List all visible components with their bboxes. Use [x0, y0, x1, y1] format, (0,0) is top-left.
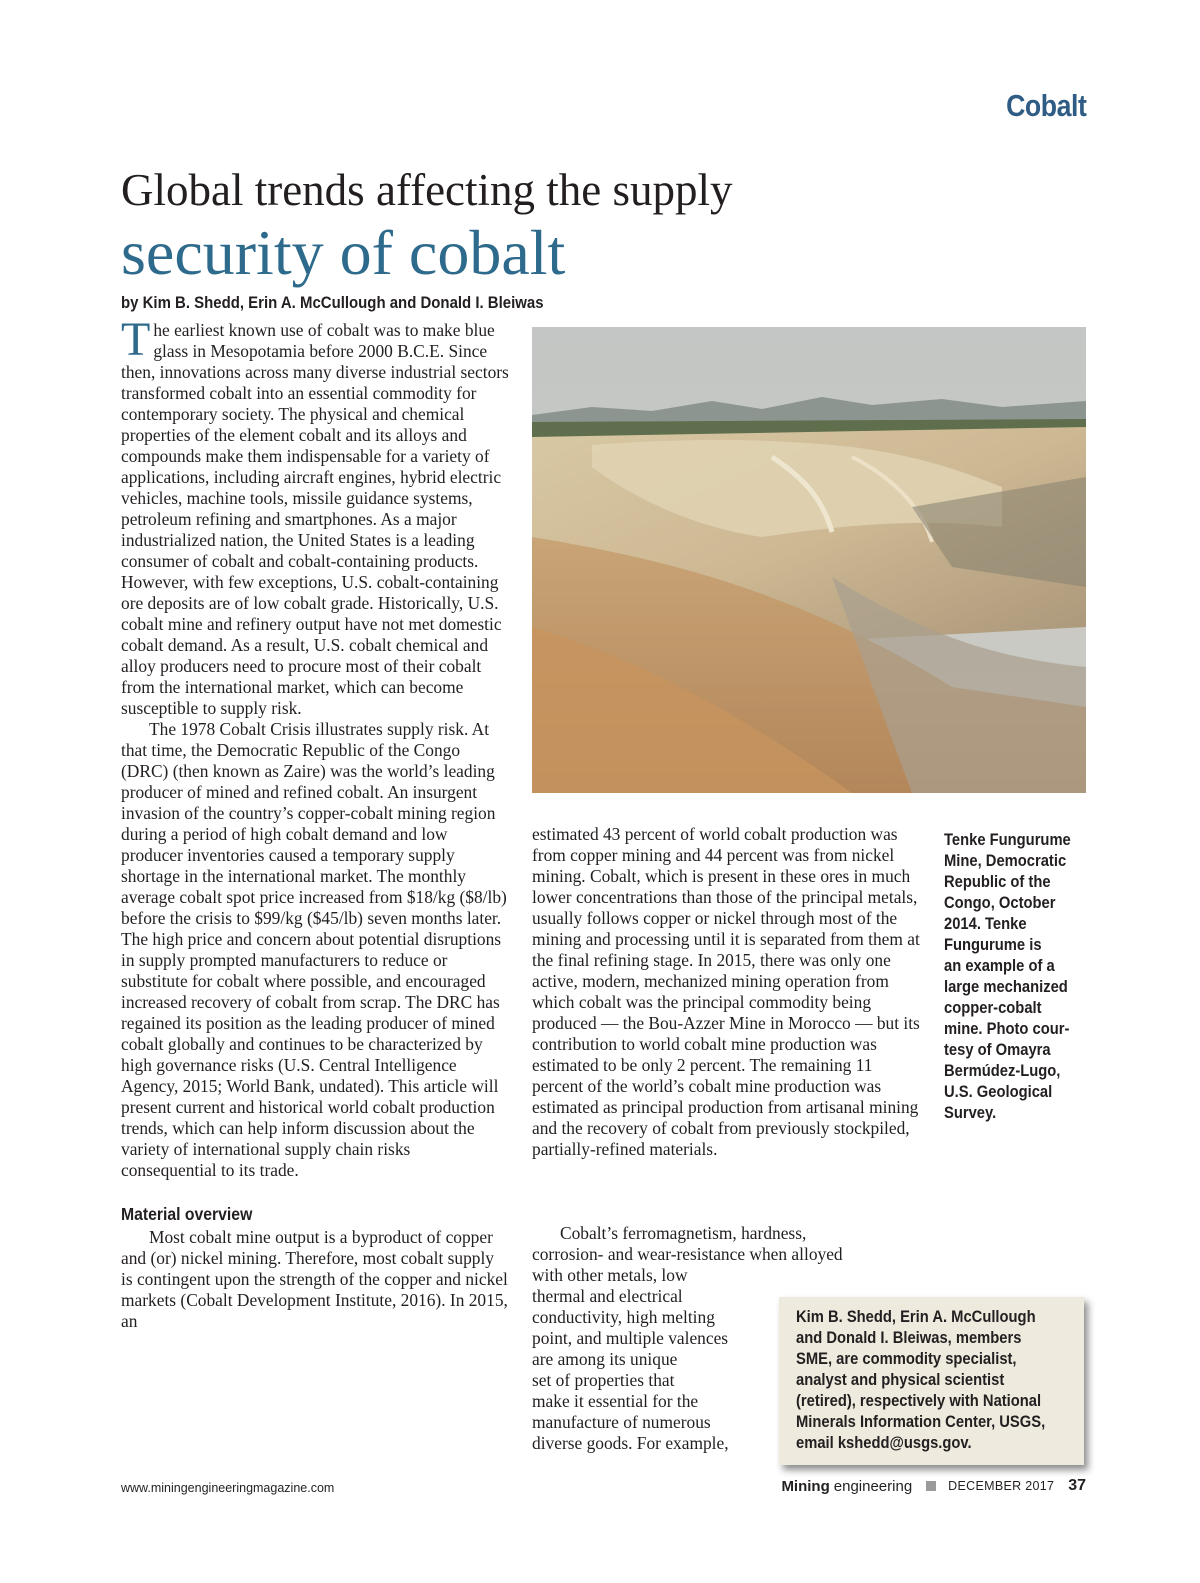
article-title-line2: security of cobalt [121, 217, 566, 288]
properties-line: Cobalt’s ferromagnetism, hardness, [560, 1223, 807, 1243]
properties-line: manufacture of numerous [532, 1412, 711, 1432]
footer-website: www.miningengineeringmagazine.com [121, 1481, 335, 1495]
author-bio-box [779, 1297, 1084, 1465]
drop-cap: T [121, 313, 151, 366]
properties-line: thermal and electrical [532, 1286, 683, 1306]
issue-date: DECEMBER 2017 [948, 1479, 1055, 1493]
caption-line: copper-cobalt [944, 999, 1042, 1017]
magazine-name-light: engineering [833, 1477, 913, 1495]
properties-line: point, and multiple valences [532, 1328, 729, 1348]
properties-line: with other metals, low [532, 1265, 688, 1285]
mine-photo [532, 327, 1086, 793]
caption-line: Mine, Democratic [944, 852, 1067, 870]
section-heading: Material overview [121, 1204, 253, 1224]
column-middle [532, 824, 924, 1160]
material-overview-paragraph: Most cobalt mine output is a byproduct of copper and (or) nickel mining. Therefore, most cobalt supply is contingent upon the strength of the copper and nickel markets (Cobalt Development Institute, 2016). In 2015, an [121, 1227, 508, 1331]
caption-line: large mechanized [944, 978, 1068, 996]
caption-line: Survey. [944, 1104, 997, 1122]
intro-paragraph [121, 313, 509, 719]
caption-line: Tenke Fungurume [944, 831, 1071, 849]
bio-line: (retired), respectively with National [796, 1392, 1042, 1410]
bio-line: SME, are commodity specialist, [796, 1350, 1017, 1368]
bio-line: Minerals Information Center, USGS, [796, 1413, 1046, 1431]
byline: by Kim B. Shedd, Erin A. McCullough and Donald I. Bleiwas [121, 293, 544, 312]
cobalt-crisis-paragraph: The 1978 Cobalt Crisis illustrates supply risk. At that time, the Democratic Republic of the Congo (DRC) (then known as Zaire) was the world’s leading producer of mined and refined cobalt. An insurgent invasion of the country’s copper-cobalt mining region during a period of high cobalt demand and low producer inventories caused a temporary supply shortage in the international market. The monthly average cobalt spot price increased from $18/kg ($8/lb) before the crisis to $99/kg ($45/lb) seven months later. The high price and concern about potential disruptions in supply prompted manufacturers to reduce or substitute for cobalt where possible, and encouraged increased recovery of cobalt from scrap. The DRC has regained its position as the leading producer of mined cobalt globally and continues to be characterized by high governance risks (U.S. Central Intelligence Agency, 2015; World Bank, undated). This article will present current and historical world cobalt production trends, which can help inform discussion about the variety of international supply chain risks consequential to its trade. [121, 719, 507, 1180]
caption-line: Congo, October [944, 894, 1056, 912]
properties-line: are among its unique [532, 1349, 678, 1369]
caption-line: Bermúdez-Lugo, [944, 1062, 1061, 1080]
separator-square-icon [926, 1481, 936, 1491]
properties-line: diverse goods. For example, [532, 1433, 729, 1453]
open-pit-mine-image [532, 327, 1086, 793]
column-left [121, 313, 509, 1332]
caption-line: 2014. Tenke [944, 915, 1027, 933]
caption-line: tesy of Omayra [944, 1041, 1051, 1059]
author-bio [796, 1307, 1073, 1454]
caption-line: an example of a [944, 957, 1055, 975]
properties-line: make it essential for the [532, 1391, 699, 1411]
magazine-name-bold: Mining [781, 1477, 830, 1495]
caption-line: Fungurume is [944, 936, 1042, 954]
article-title-line1: Global trends affecting the supply [121, 165, 733, 215]
intro-text: he earliest known use of cobalt was to make blue glass in Mesopotamia before 2000 B.C.E. Since then, innovations across many diverse industrial sectors transformed cobalt into an essential commodity for contemporary society. The physical and chemical properties of the element cobalt and its alloys and compounds make them indispensable for a variety of applications, including aircraft engines, hybrid electric vehicles, machine tools, missile guidance systems, petroleum refining and smartphones. As a major industrialized nation, the United States is a leading consumer of cobalt and cobalt-containing products. However, with few exceptions, U.S. cobalt-containing ore deposits are of low cobalt grade. Historically, U.S. cobalt mine and refinery output have not met domestic cobalt demand. As a result, U.S. cobalt chemical and alloy producers need to procure most of their cobalt from the international market, which can become susceptible to supply risk. [121, 320, 509, 718]
caption-line: mine. Photo cour- [944, 1020, 1070, 1038]
bio-line [796, 1328, 1045, 1349]
bio-line: Kim B. Shedd, Erin A. McCullough [796, 1308, 1036, 1326]
section-tag: Cobalt [1005, 88, 1086, 123]
photo-caption [944, 830, 1086, 1124]
properties-line: set of properties that [532, 1370, 675, 1390]
page-number: 37 [1068, 1477, 1086, 1494]
bio-email-line: email kshedd@usgs.gov. [796, 1434, 972, 1452]
bio-line: analyst and physical scientist [796, 1371, 1005, 1389]
properties-line: corrosion- and wear-resistance when alloyed [532, 1244, 843, 1264]
production-paragraph: estimated 43 percent of world cobalt production was from copper mining and 44 percent was from nickel mining. Cobalt, which is present in these ores in much lower concentrations than those of the principal metals, usually follows copper or nickel through most of the mining and processing until it is separated from them at the final refining stage. In 2015, there was only one active, modern, mechanized mining operation from which cobalt was the principal commodity being produced — the Bou-Azzer Mine in Morocco — but its contribution to world cobalt mine production was estimated to be only 2 percent. The remaining 11 percent of the world’s cobalt mine production was estimated as principal production from artisanal mining and the recovery of cobalt from previously stockpiled, partially-refined materials. [532, 824, 920, 1159]
footer-masthead [781, 1477, 1086, 1495]
bio-names: and Donald I. Bleiwas, [796, 1329, 952, 1347]
bio-members: members [951, 1329, 1022, 1347]
properties-line: conductivity, high melting [532, 1307, 715, 1327]
caption-line: Republic of the [944, 873, 1051, 891]
caption-line: U.S. Geological [944, 1083, 1053, 1101]
